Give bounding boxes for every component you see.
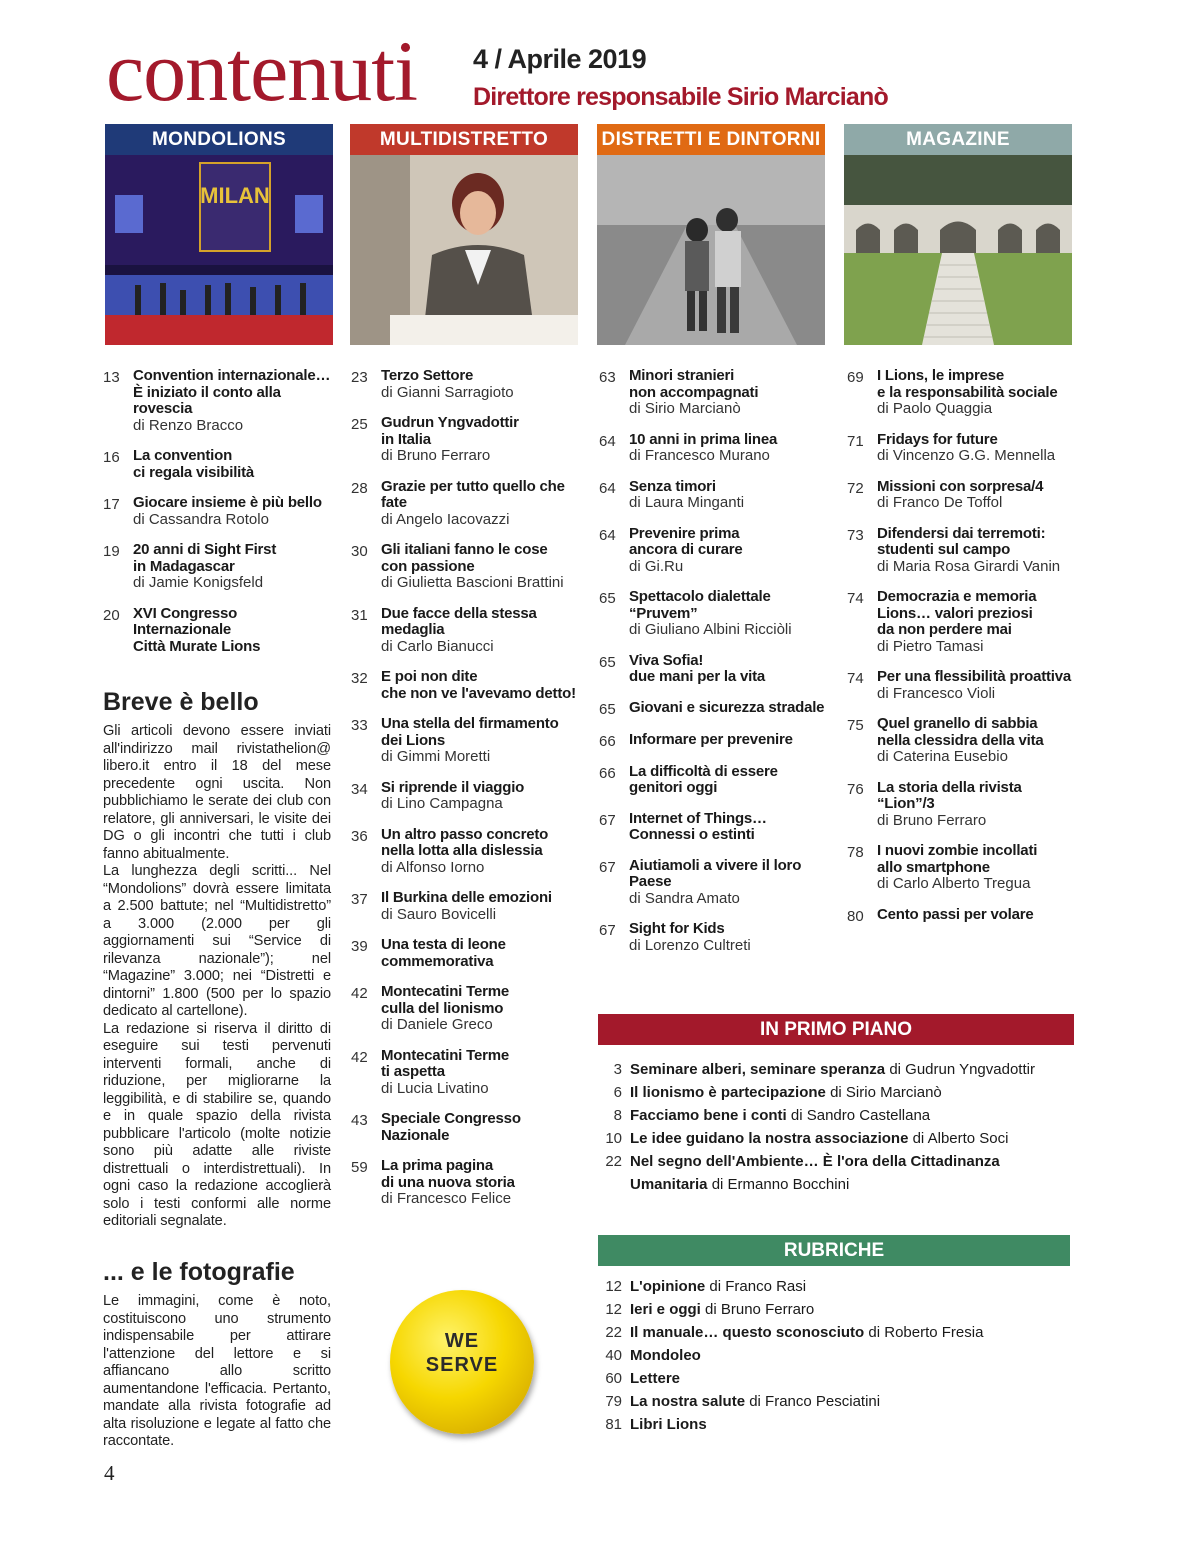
toc-page-number: 23 [351,369,368,386]
toc-entry[interactable] [103,542,338,592]
toc-title: Per una flessibilità proattiva [877,668,1072,685]
list-item[interactable] [598,1104,1078,1127]
list-author: di Sirio Marcianò [830,1084,942,1101]
toc-author: di Francesco Murano [629,447,770,464]
list-item[interactable] [598,1413,1078,1436]
badge-line1: WE [444,1330,480,1352]
toc-title: Cento passi per volare [877,905,1034,923]
toc-title: XVI Congresso Internazionale Città Murate Lions [133,604,261,655]
toc-page-number: 19 [103,543,120,560]
toc-page-number: 30 [351,543,368,560]
list-author: di Franco Rasi [709,1278,807,1295]
toc-author: di Caterina Eusebio [877,748,1008,765]
list-title: L'opinione [630,1278,706,1295]
toc-author: di Francesco Felice [381,1190,512,1207]
toc-author: di Giulietta Bascioni Brattini [381,574,564,591]
toc-title: Internet of Things… Connessi o estinti [629,809,767,843]
list-page-number: 12 [605,1278,622,1295]
toc-title: Senza timori [629,477,716,495]
toc-title: Spettacolo dialettale “Pruvem” [629,588,771,622]
toc-entry[interactable] [351,716,586,766]
toc-entry[interactable] [103,606,338,656]
toc-entry[interactable] [103,448,338,481]
toc-page-number: 78 [847,844,864,861]
toc-title: Minori stranieri non accompagnati [629,367,759,401]
toc-entry[interactable] [351,542,586,592]
page-number: 4 [104,1461,115,1485]
toc-page-number: 31 [351,606,368,624]
toc-entry[interactable] [847,843,1082,893]
toc-entry[interactable] [599,700,834,718]
we-serve-badge [390,1290,534,1434]
fotografie-heading: ... e le fotografie [103,1258,295,1286]
list-item[interactable] [598,1298,1078,1321]
toc-page-number: 72 [847,479,864,497]
toc-page-number: 80 [847,907,864,925]
toc-entry[interactable] [351,984,586,1034]
toc-title: La storia della rivista “Lion”/3 [877,778,1022,812]
toc-entry[interactable] [847,780,1082,830]
toc-entry[interactable] [351,1158,586,1208]
toc-title: I nuovi zombie incollati allo smartphone [877,842,1038,876]
toc-entry[interactable] [599,526,834,576]
list-page-number: 81 [605,1416,622,1433]
list-item[interactable] [598,1344,1078,1367]
toc-page-number: 43 [351,1112,368,1129]
toc-author: di Bruno Ferraro [877,811,987,829]
list-item[interactable] [598,1058,1078,1081]
list-page-number: 60 [605,1370,622,1387]
list-page-number: 22 [605,1153,622,1170]
toc-entry[interactable] [351,479,586,529]
toc-page-number: 64 [599,526,616,544]
toc-entry[interactable] [351,669,586,702]
toc-title: Si riprende il viaggio [381,778,525,796]
toc-page-number: 59 [351,1159,368,1176]
toc-entry[interactable] [351,415,586,465]
toc-title: Viva Sofia! due mani per la vita [629,651,766,685]
toc-author: di Paolo Quaggia [877,400,993,417]
toc-title: Quel granello di sabbia nella clessidra della vita [877,715,1044,749]
list-item[interactable] [598,1150,1078,1196]
list-page-number: 8 [613,1107,622,1124]
toc-title: Una testa di leone commemorativa [381,936,506,970]
toc-title: Aiutiamoli a vivere il loro Paese [629,856,802,890]
toc-entry[interactable] [847,716,1082,766]
toc-page-number: 75 [847,717,864,734]
toc-entry[interactable] [351,1111,586,1144]
list-item[interactable] [598,1321,1078,1344]
editor-line: Direttore responsabile Sirio Marcianò [473,83,888,111]
toc-title: Gli italiani fanno le cose con passione [381,541,548,575]
toc-entry[interactable] [599,858,834,908]
toc-author: di Daniele Greco [381,1016,493,1033]
toc-entry[interactable] [847,479,1082,512]
fotografie-text: Le immagini, come è noto, costituiscono uno strumento indispensabile per attirare l'attenzione del lettore e si affiancano allo scritto aumentandone l'efficacia. Pertanto, mandate alla rivista fotografie ad alta risoluzione e legate al fatto che raccontate. [103,1293,331,1449]
toc-page-number: 65 [599,653,616,671]
convention-stage-photo [105,155,333,345]
toc-entry[interactable] [351,780,586,813]
toc-entry[interactable] [599,589,834,639]
list-title: Libri Lions [630,1416,707,1433]
toc-author: di Vincenzo G.G. Mennella [877,447,1056,464]
section-magazine [844,124,1072,345]
section-distretti [597,124,825,345]
toc-author: di Sandra Amato [629,889,740,907]
toc-title: Prevenire prima ancora di curare [629,524,743,558]
toc-title: Missioni con sorpresa/4 [877,477,1044,495]
toc-entry[interactable] [351,606,586,656]
toc-title: Giocare insieme è più bello [133,494,322,511]
toc-entry[interactable] [599,811,834,844]
toc-mondolions [103,368,338,669]
toc-page-number: 67 [599,858,616,876]
toc-title: Difendersi dai terremoti: studenti sul campo [877,524,1046,558]
toc-author: di Lorenzo Cultreti [629,936,751,954]
list-author: di Ermanno Bocchini [711,1176,850,1193]
toc-author: di Pietro Tamasi [877,637,984,655]
toc-entry[interactable] [599,732,834,750]
toc-page-number: 67 [599,811,616,829]
toc-page-number: 42 [351,1048,368,1066]
toc-entry[interactable] [351,937,586,970]
toc-entry[interactable] [599,479,834,512]
toc-page-number: 33 [351,717,368,734]
section-mondolions [105,124,333,345]
section-header: MONDOLIONS [105,124,333,155]
toc-title: Informare per prevenire [629,730,793,748]
list-title: Ieri e oggi [630,1301,701,1318]
section-header: DISTRETTI E DINTORNI [597,124,825,155]
toc-author: di Gianni Sarragioto [381,383,514,401]
toc-page-number: 16 [103,449,120,466]
list-title: Facciamo bene i conti [630,1107,787,1124]
toc-title: 20 anni di Sight First in Madagascar [133,541,277,575]
toc-title: 10 anni in prima linea [629,430,778,448]
toc-page-number: 76 [847,780,864,798]
toc-page-number: 63 [599,369,616,386]
section-header: MULTIDISTRETTO [350,124,578,155]
toc-page-number: 32 [351,670,368,687]
list-item[interactable] [598,1275,1078,1298]
toc-title: Una stella del firmamento dei Lions [381,715,559,749]
list-title: Mondoleo [630,1347,701,1364]
toc-author: di Cassandra Rotolo [133,510,269,528]
toc-author: di Sauro Bovicelli [381,905,497,923]
toc-title: Fridays for future [877,430,998,448]
list-author: di Franco Pesciatini [749,1393,881,1410]
toc-page-number: 65 [599,700,616,718]
toc-title: E poi non dite che non ve l'avevamo detto! [381,668,576,702]
toc-entry[interactable] [103,368,338,434]
toc-entry[interactable] [351,368,586,401]
toc-author: di Carlo Bianucci [381,637,494,655]
woman-at-desk-photo [350,155,578,345]
toc-author: di Jamie Konigsfeld [133,574,264,591]
list-page-number: 40 [605,1347,622,1364]
toc-author: di Laura Minganti [629,494,745,511]
breve-heading: Breve è bello [103,688,259,716]
toc-author: di Carlo Alberto Tregua [877,875,1031,892]
toc-entry[interactable] [847,368,1082,418]
list-page-number: 6 [613,1084,622,1101]
toc-title: Convention internazionale… È iniziato il conto alla rovescia [133,367,331,417]
toc-author: di Francesco Violi [877,684,996,702]
section-header: MAGAZINE [844,124,1072,155]
toc-entry[interactable] [351,827,586,877]
toc-entry[interactable] [351,1048,586,1098]
toc-entry[interactable] [599,764,834,797]
toc-title: Terzo Settore [381,367,474,384]
toc-distretti [599,368,834,968]
toc-page-number: 37 [351,891,368,908]
list-title: Lettere [630,1370,681,1387]
toc-title: La convention ci regala visibilità [133,447,255,481]
toc-page-number: 69 [847,369,864,386]
list-title: Seminare alberi, seminare speranza [630,1061,886,1078]
toc-title: La difficoltà di essere genitori oggi [629,762,778,796]
toc-title: Montecatini Terme culla del lionismo [381,983,510,1017]
breve-text: Gli articoli devono essere inviati all'indirizzo mail rivistathelion@ libero.it entro il 18 del mese precedente ogni uscita. Non pubblichiamo le serate dei club con relatore, gli anniversari, le visite dei DG o gli incontri che tutti i club fanno abitualmente. La lunghezza degli scritti... Nel “Mondolions” dovrà essere limitata a 2.500 battute; nel “Multidistretto” a 3.000 (2.000 per gli aggiornamenti sui “Service di rilevanza nazionale”); nel “Magazine” 3.000; nei “Distretti e dintorni” 1.800 (500 per lo spazio dedicato al cartellone). La redazione si riserva il diritto di eseguire sui testi pervenuti interventi formali, anche di riduzione, per migliorarne la leggibilità, e di stabilire se, quando e in quale spazio della rivista pubblicare l'articolo (molte notizie sono più adatte alle riviste distrettuali o interdistrettuali). In ogni caso la redazione accoglierà solo i testi conformi alle norme editoriali segnalate. [103,723,331,1229]
toc-page-number: 42 [351,985,368,1002]
list-author: di Roberto Fresia [868,1324,984,1341]
toc-page-number: 36 [351,827,368,845]
children-walking-photo [597,155,825,345]
list-title: Le idee guidano la nostra associazione [630,1130,909,1147]
toc-author: di Bruno Ferraro [381,447,491,464]
toc-entry[interactable] [847,669,1082,702]
toc-author: di Gimmi Moretti [381,748,491,765]
list-page-number: 22 [605,1324,622,1341]
toc-page-number: 64 [599,479,616,497]
toc-entry[interactable] [847,589,1082,655]
toc-author: di Lino Campagna [381,795,503,812]
list-page-number: 12 [605,1301,622,1318]
toc-title: Speciale Congresso Nazionale [381,1110,521,1144]
toc-page-number: 74 [847,590,864,607]
toc-page-number: 34 [351,780,368,798]
toc-page-number: 13 [103,369,120,386]
list-author: di Gudrun Yngvadottir [889,1061,1035,1078]
toc-title: Sight for Kids [629,920,725,937]
list-title: Il lionismo è partecipazione [630,1084,826,1101]
list-author: di Alberto Soci [912,1130,1009,1147]
toc-author: di Lucia Livatino [381,1079,489,1097]
toc-entry[interactable] [351,890,586,923]
toc-title: Il Burkina delle emozioni [381,889,552,906]
toc-page-number: 20 [103,606,120,624]
toc-page-number: 73 [847,526,864,544]
toc-author: di Giuliano Albini Ricciòli [629,621,792,638]
toc-page-number: 65 [599,590,616,607]
list-title: La nostra salute [630,1393,746,1410]
masthead-title: contenuti [106,23,418,119]
toc-page-number: 66 [599,732,616,750]
toc-page-number: 64 [599,432,616,450]
toc-page-number: 66 [599,764,616,782]
toc-title: Un altro passo concreto nella lotta alla dislessia [381,825,549,859]
list-page-number: 79 [605,1393,622,1410]
toc-author: di Sirio Marcianò [629,400,741,417]
toc-page-number: 28 [351,479,368,497]
list-page-number: 3 [613,1061,622,1078]
list-author: di Sandro Castellana [790,1107,931,1124]
toc-title: Giovani e sicurezza stradale [629,698,825,716]
list-author: di Bruno Ferraro [705,1301,815,1318]
toc-title: Grazie per tutto quello che fate [381,477,565,511]
memorial-monument-photo [844,155,1072,345]
svg-text:MILAN: MILAN [200,183,270,208]
toc-author: di Alfonso Iorno [381,858,485,876]
toc-entry[interactable] [847,907,1082,925]
toc-magazine [847,368,1082,939]
badge-line2: SERVE [425,1354,499,1376]
toc-author: di Maria Rosa Girardi Vanin [877,557,1061,575]
toc-page-number: 25 [351,416,368,433]
list-item[interactable] [598,1367,1078,1390]
primo-piano-list [598,1058,1078,1196]
toc-entry[interactable] [599,653,834,686]
toc-entry[interactable] [847,526,1082,576]
toc-title: Democrazia e memoria Lions… valori preziosi da non perdere mai [877,588,1037,638]
toc-author: di Renzo Bracco [133,416,244,434]
toc-author: di Gi.Ru [629,557,684,575]
list-item[interactable] [598,1081,1078,1104]
toc-title: Due facce della stessa medaglia [381,604,537,638]
toc-page-number: 71 [847,432,864,450]
section-multidistretto [350,124,578,345]
toc-page-number: 74 [847,670,864,687]
toc-entry[interactable] [103,495,338,528]
toc-title: I Lions, le imprese e la responsabilità sociale [877,367,1058,401]
toc-title: La prima pagina di una nuova storia [381,1157,515,1191]
rubriche-header: RUBRICHE [598,1235,1070,1266]
rubriche-list [598,1275,1078,1436]
toc-title: Gudrun Yngvadottir in Italia [381,414,519,448]
toc-page-number: 39 [351,938,368,955]
toc-page-number: 67 [599,922,616,939]
list-title: Il manuale… questo sconosciuto [630,1324,865,1341]
issue-date: 4 / Aprile 2019 [473,44,647,74]
toc-entry[interactable] [599,368,834,418]
toc-page-number: 17 [103,496,120,513]
toc-title: Montecatini Terme ti aspetta [381,1046,510,1080]
list-item[interactable] [598,1390,1078,1413]
toc-entry[interactable] [847,432,1082,465]
toc-author: di Angelo Iacovazzi [381,510,510,528]
list-item[interactable] [598,1127,1078,1150]
list-page-number: 10 [605,1130,622,1147]
toc-entry[interactable] [599,921,834,954]
toc-author: di Franco De Toffol [877,494,1003,511]
toc-entry[interactable] [599,432,834,465]
primo-piano-header: IN PRIMO PIANO [598,1014,1074,1045]
toc-multidistretto [351,368,586,1222]
list-title: Nel segno dell'Ambiente… È l'ora della Cittadinanza Umanitaria [630,1153,1000,1193]
